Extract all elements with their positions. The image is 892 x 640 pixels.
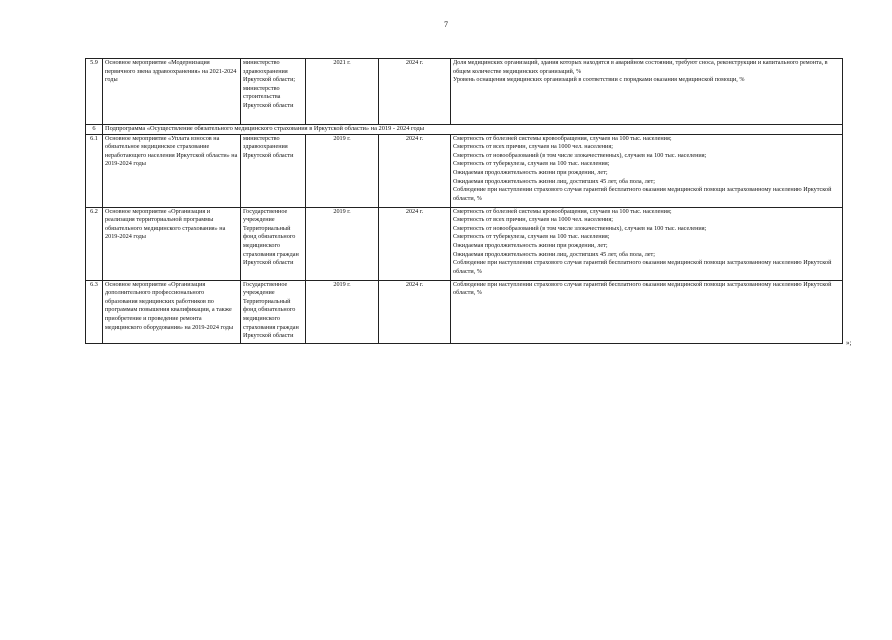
indicator: Смертность от новообразований (в том числе злокачественных), случаев на 100 тыс. населения;: [453, 151, 707, 159]
end-year: 2024 г.: [379, 59, 451, 125]
indicator: Уровень оснащения медицинских организаций в соответствии с порядками оказания медицинской помощи, %: [453, 76, 745, 84]
executor: Государственное учреждение Территориальный фонд обязательного медицинского страхования граждан Иркутской области: [241, 280, 306, 343]
start-year: 2019 г.: [306, 134, 379, 207]
row-number: 6.3: [86, 280, 103, 343]
event-name: Основное мероприятие «Уплата взносов на обязательное медицинское страхование неработающего населения Иркутской области» на 2019-2024 годы: [103, 134, 241, 207]
table-row-5-9: [86, 59, 843, 125]
indicator: Смертность от всех причин, случаев на 1000 чел. населения;: [453, 143, 613, 151]
indicators-cell: [451, 134, 843, 207]
program-events-table: [85, 58, 843, 344]
indicators-cell: [451, 207, 843, 280]
section-number: 6: [86, 125, 103, 135]
indicator: Смертность от туберкулеза, случаев на 100 тыс. населения;: [453, 233, 610, 241]
indicator: Смертность от новообразований (в том числе злокачественных), случаев на 100 тыс. населения;: [453, 224, 707, 232]
table-row-section-6: [86, 125, 843, 135]
indicator: Соблюдение при наступлении страхового случая гарантий бесплатного оказания медицинской помощи застрахованному населению Иркутской области, %: [453, 186, 832, 202]
indicators-cell: [451, 280, 843, 343]
closing-quote-mark: »;: [846, 339, 852, 347]
indicator: Смертность от болезней системы кровообращения, случаев на 100 тыс. населения;: [453, 207, 672, 215]
executor: Государственное учреждение Территориальный фонд обязательного медицинского страхования граждан Иркутской области: [241, 207, 306, 280]
indicator: Ожидаемая продолжительность жизни лиц, достигших 45 лет, оба пола, лет;: [453, 177, 655, 185]
start-year: 2019 г.: [306, 207, 379, 280]
table-row-6-2: [86, 207, 843, 280]
event-name: Основное мероприятие «Организация дополнительного профессионального образования медицинских работников по программам повышения квалификации, а также приобретение и проведение ремонта медицинского оборудования» на 2019-2024 годы: [103, 280, 241, 343]
executor: министерство здравоохранения Иркутской области; министерство строительства Иркутской области: [241, 59, 306, 125]
indicator: Смертность от туберкулеза, случаев на 100 тыс. населения;: [453, 160, 610, 168]
section-title: Подпрограмма «Осуществление обязательного медицинского страхования в Иркутской области» на 2019 - 2024 годы: [103, 125, 843, 135]
start-year: 2019 г.: [306, 280, 379, 343]
indicator: Доля медицинских организаций, здания которых находятся в аварийном состоянии, требуют сноса, реконструкции и капитального ремонта, в общем количестве медицинских организаций, %: [453, 59, 828, 75]
table-row-6-3: [86, 280, 843, 343]
row-number: 6.2: [86, 207, 103, 280]
table-row-6-1: [86, 134, 843, 207]
row-number: 5.9: [86, 59, 103, 125]
event-name: Основное мероприятие «Модернизация первичного звена здравоохранения» на 2021-2024 годы: [103, 59, 241, 125]
indicator: Соблюдение при наступлении страхового случая гарантий бесплатного оказания медицинской помощи застрахованному населению Иркутской области, %: [453, 259, 832, 275]
page-number: 7: [444, 20, 448, 29]
indicator: Ожидаемая продолжительность жизни лиц, достигших 45 лет, оба пола, лет;: [453, 250, 655, 258]
end-year: 2024 г.: [379, 134, 451, 207]
end-year: 2024 г.: [379, 280, 451, 343]
executor: министерство здравоохранения Иркутской области: [241, 134, 306, 207]
start-year: 2021 г.: [306, 59, 379, 125]
event-name: Основное мероприятие «Организация и реализация территориальной программы обязательного медицинского страхования» на 2019-2024 годы: [103, 207, 241, 280]
indicator: Смертность от всех причин, случаев на 1000 чел. населения;: [453, 216, 613, 224]
indicator: Соблюдение при наступлении страхового случая гарантий бесплатного оказания медицинской помощи застрахованному населению Иркутской области, %: [453, 280, 832, 297]
row-number: 6.1: [86, 134, 103, 207]
indicator: Ожидаемая продолжительность жизни при рождении, лет;: [453, 241, 608, 249]
indicator: Смертность от болезней системы кровообращения, случаев на 100 тыс. населения;: [453, 134, 672, 142]
indicators-cell: [451, 59, 843, 125]
end-year: 2024 г.: [379, 207, 451, 280]
indicator: Ожидаемая продолжительность жизни при рождении, лет;: [453, 168, 608, 176]
